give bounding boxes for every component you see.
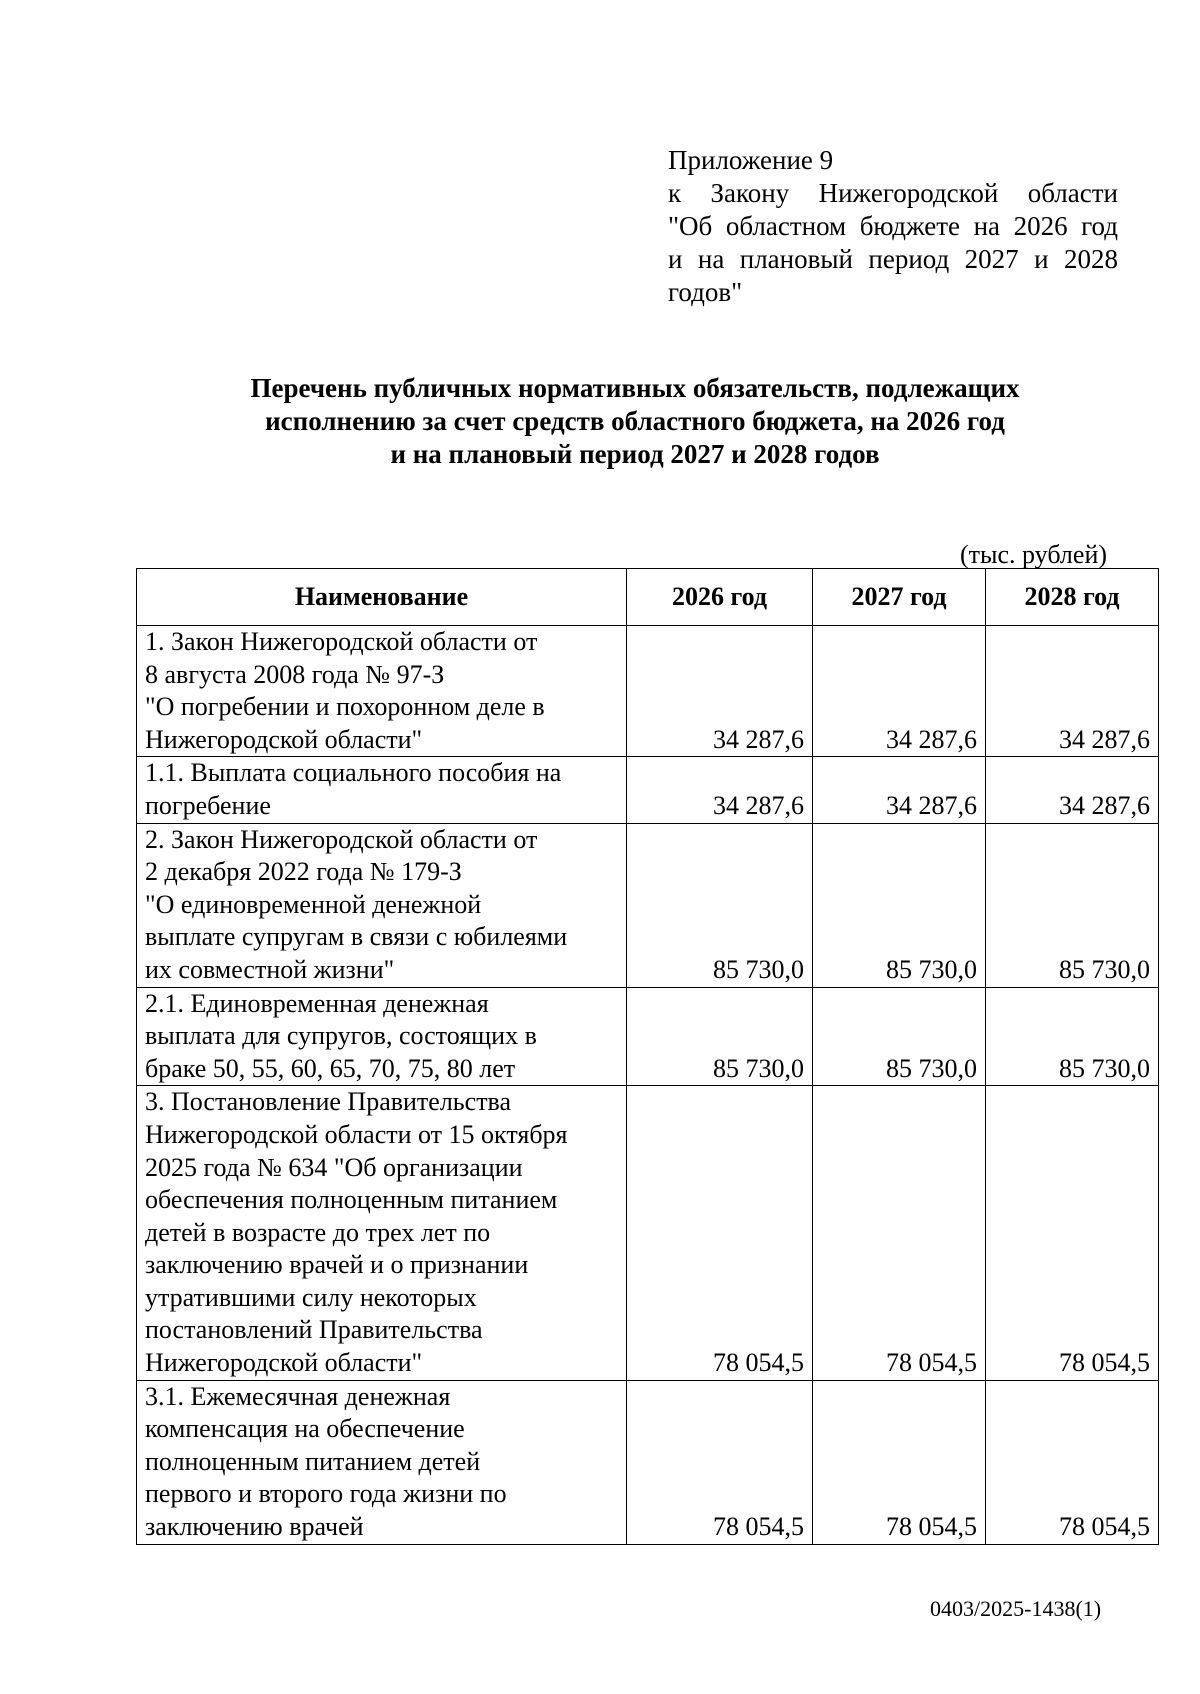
row-name-line: компенсация на обеспечение	[145, 1414, 465, 1444]
value-2028: 34 287,6	[986, 626, 1159, 757]
appendix-line: годов"	[668, 277, 743, 307]
row-name-line: 1.1. Выплата социального пособия на	[145, 758, 562, 788]
row-name-cell	[137, 757, 627, 823]
value-2026: 34 287,6	[627, 757, 813, 823]
title-line: исполнению за счет средств областного бюджета, на 2026 год	[265, 406, 1005, 436]
units-label: (тыс. рублей)	[960, 540, 1108, 569]
table-row	[137, 626, 1159, 757]
value-2027: 78 054,5	[813, 1380, 986, 1544]
row-name-line: браке 50, 55, 60, 65, 70, 75, 80 лет	[145, 1053, 516, 1083]
title-line: и на плановый период 2027 и 2028 годов	[390, 439, 880, 469]
value-2027: 85 730,0	[813, 987, 986, 1086]
row-name-line: их совместной жизни"	[145, 954, 395, 984]
title-line: Перечень публичных нормативных обязательств, подлежащих	[250, 373, 1020, 403]
row-name-line: утратившими силу некоторых	[145, 1282, 477, 1312]
row-name-line: "О погребении и похоронном деле в	[145, 692, 545, 722]
row-name-line: выплата для супругов, состоящих в	[145, 1021, 537, 1051]
row-name-line: 2.1. Единовременная денежная	[145, 988, 489, 1018]
row-name-line: Нижегородской области от 15 октября	[145, 1119, 568, 1149]
row-name-line: 3. Постановление Правительства	[145, 1087, 512, 1117]
table-row	[137, 1380, 1159, 1544]
value-2028: 85 730,0	[986, 823, 1159, 987]
appendix-line: "Об областном бюджете на 2026 год	[668, 211, 1118, 241]
row-name-line: 2. Закон Нижегородской области от	[145, 824, 538, 854]
column-header-2026: 2026 год	[627, 569, 813, 626]
document-code: 0403/2025-1438(1)	[930, 1596, 1102, 1621]
row-name-cell	[137, 987, 627, 1086]
row-name-line: погребение	[145, 790, 271, 820]
appendix-line: и на плановый период 2027 и 2028	[668, 244, 1118, 274]
row-name-line: первого и второго года жизни по	[145, 1479, 507, 1509]
row-name-cell	[137, 823, 627, 987]
table-header-row	[137, 569, 1159, 626]
value-2026: 85 730,0	[627, 987, 813, 1086]
row-name-line: 8 августа 2008 года № 97-З	[145, 659, 445, 689]
obligations-table	[136, 568, 1159, 1545]
column-header-name: Наименование	[137, 569, 627, 626]
table-row	[137, 1086, 1159, 1380]
row-name-line: 3.1. Ежемесячная денежная	[145, 1381, 451, 1411]
row-name-cell	[137, 626, 627, 757]
row-name-line: Нижегородской области"	[145, 1348, 423, 1378]
table-row	[137, 987, 1159, 1086]
value-2027: 34 287,6	[813, 757, 986, 823]
row-name-line: обеспечения полноценным питанием	[145, 1185, 558, 1215]
appendix-line: к Закону Нижегородской области	[668, 178, 1118, 208]
row-name-line: Нижегородской области"	[145, 724, 423, 754]
value-2027: 78 054,5	[813, 1086, 986, 1380]
value-2026: 78 054,5	[627, 1380, 813, 1544]
row-name-line: заключению врачей и о признании	[145, 1250, 529, 1280]
table-row	[137, 823, 1159, 987]
value-2028: 85 730,0	[986, 987, 1159, 1086]
column-header-2028: 2028 год	[986, 569, 1159, 626]
row-name-line: 2 декабря 2022 года № 179-З	[145, 857, 462, 887]
row-name-line: заключению врачей	[145, 1512, 364, 1542]
value-2026: 78 054,5	[627, 1086, 813, 1380]
document-title	[210, 372, 1060, 471]
appendix-header	[668, 144, 1118, 309]
value-2027: 85 730,0	[813, 823, 986, 987]
value-2028: 78 054,5	[986, 1380, 1159, 1544]
row-name-line: 1. Закон Нижегородской области от	[145, 627, 538, 656]
value-2027: 34 287,6	[813, 626, 986, 757]
value-2026: 34 287,6	[627, 626, 813, 757]
column-header-2027: 2027 год	[813, 569, 986, 626]
row-name-line: полноценным питанием детей	[145, 1446, 481, 1476]
row-name-cell	[137, 1086, 627, 1380]
table-row	[137, 757, 1159, 823]
value-2026: 85 730,0	[627, 823, 813, 987]
appendix-line: Приложение 9	[668, 145, 834, 175]
row-name-line: детей в возрасте до трех лет по	[145, 1217, 491, 1247]
row-name-line: 2025 года № 634 "Об организации	[145, 1152, 523, 1182]
value-2028: 78 054,5	[986, 1086, 1159, 1380]
row-name-line: выплате супругам в связи с юбилеями	[145, 922, 568, 952]
row-name-line: постановлений Правительства	[145, 1315, 483, 1345]
value-2028: 34 287,6	[986, 757, 1159, 823]
row-name-cell	[137, 1380, 627, 1544]
row-name-line: "О единовременной денежной	[145, 889, 482, 919]
